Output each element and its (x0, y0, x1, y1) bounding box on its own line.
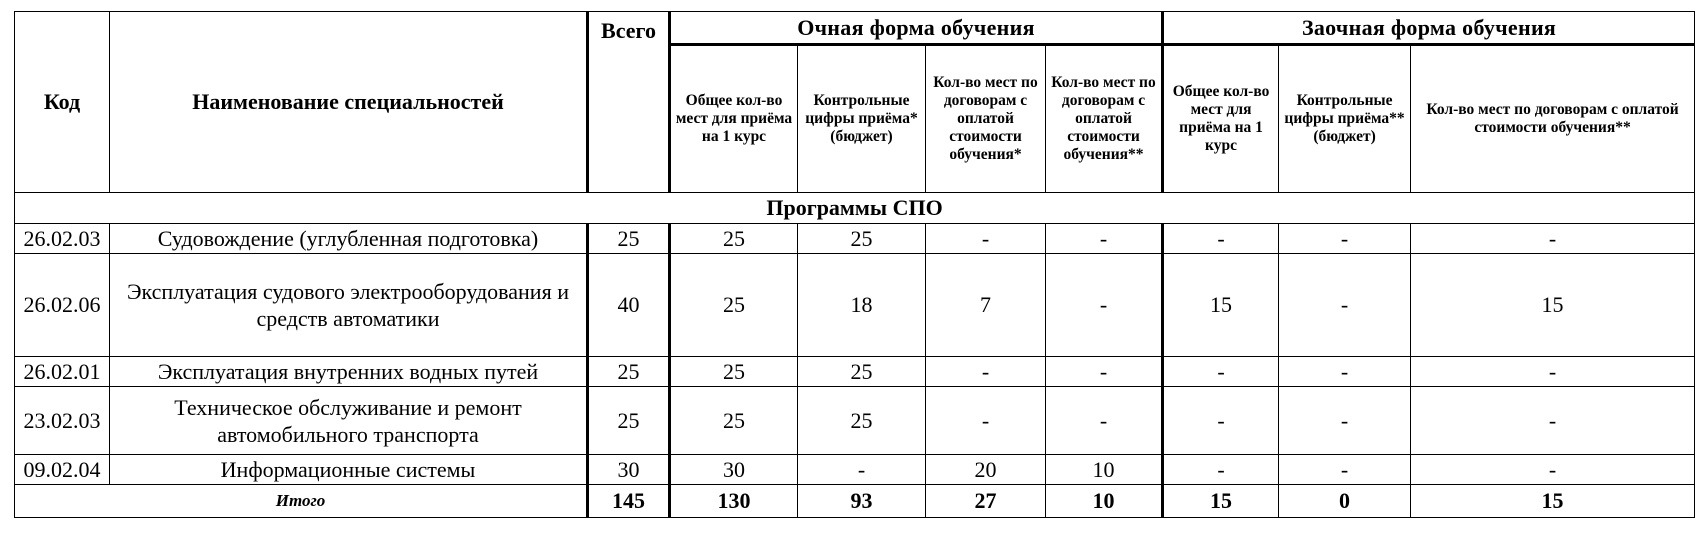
header-ft-col-2: Контрольные цифры приёма* (бюджет) (798, 45, 926, 193)
row-ft-paid-1: - (926, 387, 1046, 455)
totals-pt-paid: 15 (1411, 485, 1695, 518)
header-ft-col-1: Общее кол-во мест для приёма на 1 курс (670, 45, 798, 193)
row-pt-paid: - (1411, 224, 1695, 254)
header-ft-col-3: Кол-во мест по договорам с оплатой стоимости обучения* (926, 45, 1046, 193)
header-code: Код (15, 12, 110, 193)
table-row (15, 455, 1695, 485)
row-ft-paid-2: 10 (1046, 455, 1163, 485)
row-ft-paid-2: - (1046, 357, 1163, 387)
row-code: 09.02.04 (15, 455, 110, 485)
row-ft-paid-2: - (1046, 254, 1163, 357)
header-full-time: Очная форма обучения (670, 12, 1163, 45)
row-pt-total: - (1163, 387, 1279, 455)
row-pt-paid: 15 (1411, 254, 1695, 357)
row-code: 26.02.01 (15, 357, 110, 387)
row-ft-paid-2: - (1046, 224, 1163, 254)
row-ft-total: 30 (670, 455, 798, 485)
row-ft-total: 25 (670, 254, 798, 357)
totals-ft-paid-1: 27 (926, 485, 1046, 518)
row-pt-budget: - (1279, 387, 1411, 455)
header-total-label: Всего (601, 18, 656, 43)
row-name: Судовождение (углубленная подготовка) (110, 224, 588, 254)
row-pt-budget: - (1279, 455, 1411, 485)
admission-table (14, 11, 1695, 518)
totals-pt-budget: 0 (1279, 485, 1411, 518)
table-row (15, 387, 1695, 455)
row-ft-paid-2: - (1046, 387, 1163, 455)
row-pt-paid: - (1411, 357, 1695, 387)
header-total (588, 12, 670, 193)
row-total: 25 (588, 387, 670, 455)
totals-label: Итого (15, 485, 588, 518)
row-pt-total: 15 (1163, 254, 1279, 357)
row-ft-budget: 25 (798, 224, 926, 254)
row-pt-total: - (1163, 357, 1279, 387)
header-name: Наименование специальностей (110, 12, 588, 193)
row-ft-budget: 25 (798, 357, 926, 387)
row-code: 26.02.06 (15, 254, 110, 357)
section-title: Программы СПО (15, 193, 1695, 224)
row-name: Информационные системы (110, 455, 588, 485)
row-ft-paid-1: - (926, 224, 1046, 254)
row-ft-paid-1: - (926, 357, 1046, 387)
row-ft-paid-1: 7 (926, 254, 1046, 357)
row-code: 26.02.03 (15, 224, 110, 254)
row-ft-budget: - (798, 455, 926, 485)
row-name: Эксплуатация судового электрооборудования и средств автоматики (110, 254, 588, 357)
table-row (15, 357, 1695, 387)
row-pt-paid: - (1411, 455, 1695, 485)
row-name: Техническое обслуживание и ремонт автомобильного транспорта (110, 387, 588, 455)
row-total: 30 (588, 455, 670, 485)
row-ft-budget: 25 (798, 387, 926, 455)
table-row (15, 254, 1695, 357)
totals-ft-total: 130 (670, 485, 798, 518)
totals-pt-total: 15 (1163, 485, 1279, 518)
totals-ft-paid-2: 10 (1046, 485, 1163, 518)
row-ft-total: 25 (670, 224, 798, 254)
totals-row (15, 485, 1695, 518)
header-ft-col-4: Кол-во мест по договорам с оплатой стоимости обучения** (1046, 45, 1163, 193)
row-pt-paid: - (1411, 387, 1695, 455)
header-pt-col-3: Кол-во мест по договорам с оплатой стоимости обучения** (1411, 45, 1695, 193)
row-total: 40 (588, 254, 670, 357)
row-ft-total: 25 (670, 387, 798, 455)
row-pt-total: - (1163, 455, 1279, 485)
totals-total: 145 (588, 485, 670, 518)
totals-ft-budget: 93 (798, 485, 926, 518)
row-code: 23.02.03 (15, 387, 110, 455)
row-ft-paid-1: 20 (926, 455, 1046, 485)
row-pt-budget: - (1279, 224, 1411, 254)
row-total: 25 (588, 357, 670, 387)
row-ft-total: 25 (670, 357, 798, 387)
header-part-time: Заочная форма обучения (1163, 12, 1695, 45)
table-row (15, 224, 1695, 254)
row-pt-total: - (1163, 224, 1279, 254)
header-pt-col-2: Контрольные цифры приёма** (бюджет) (1279, 45, 1411, 193)
header-pt-col-1: Общее кол-во мест для приёма на 1 курс (1163, 45, 1279, 193)
row-ft-budget: 18 (798, 254, 926, 357)
row-total: 25 (588, 224, 670, 254)
row-pt-budget: - (1279, 357, 1411, 387)
row-pt-budget: - (1279, 254, 1411, 357)
row-name: Эксплуатация внутренних водных путей (110, 357, 588, 387)
